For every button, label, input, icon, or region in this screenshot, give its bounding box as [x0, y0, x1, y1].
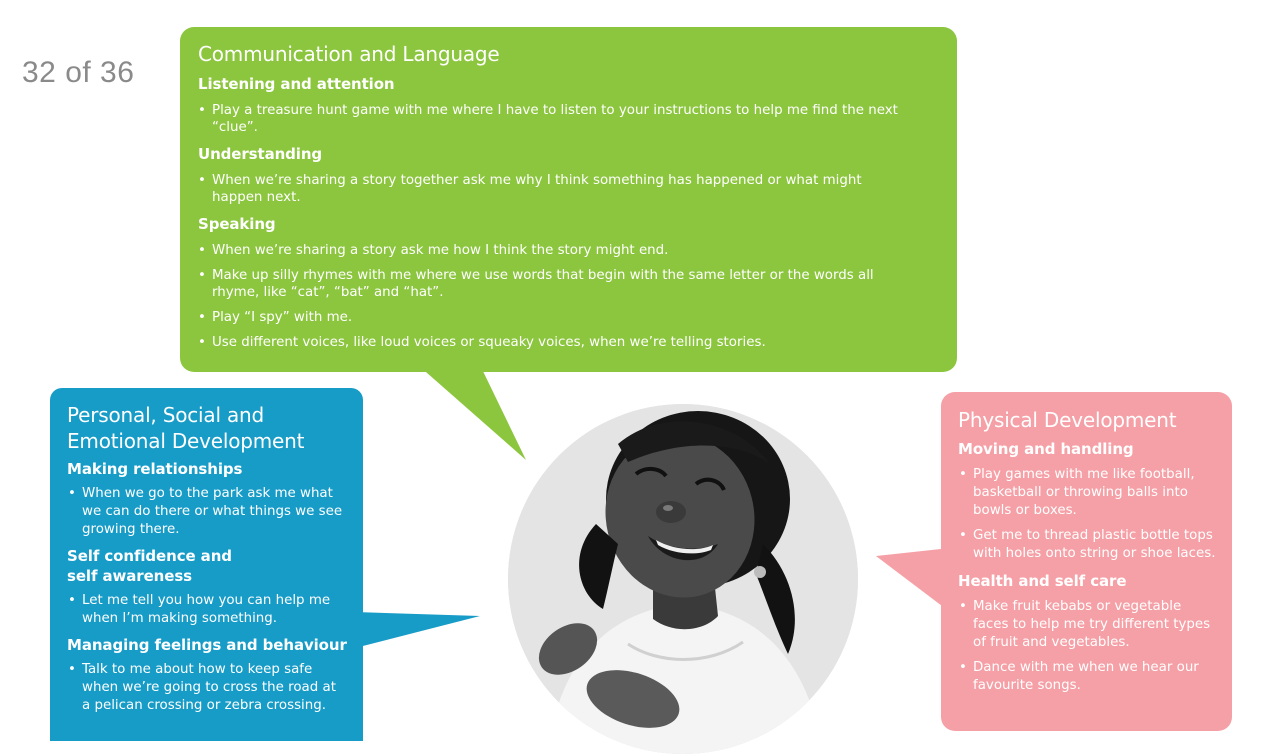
list-item: • Make up silly rhymes with me where we use words that begin with the same letter or the words all rhyme, like “cat”, “bat” and “hat”. — [212, 267, 939, 301]
feelings-list — [67, 661, 347, 715]
section-heading-relationships: Making relationships — [67, 460, 243, 478]
communication-language-panel — [180, 27, 957, 372]
list-item: • Dance with me when we hear our favourite songs. — [973, 659, 1216, 695]
list-item: • Talk to me about how to keep safe when we’re going to cross the road at a pelican crossing or zebra crossing. — [82, 661, 347, 715]
understanding-list — [198, 172, 939, 206]
list-item: • When we’re sharing a story ask me how I think the story might end. — [212, 242, 939, 259]
moving-list — [958, 466, 1216, 563]
physical-title: Physical Development — [958, 408, 1177, 432]
speaking-list — [198, 242, 939, 351]
list-item: • Use different voices, like loud voices or squeaky voices, when we’re telling stories. — [212, 334, 939, 351]
list-item: • Let me tell you how you can help me when I’m making something. — [82, 592, 347, 628]
listening-list — [198, 102, 939, 136]
self-confidence-list — [67, 592, 347, 628]
list-item: • Play games with me like football, basketball or throwing balls into bowls or boxes. — [973, 466, 1216, 520]
list-item: • Make fruit kebabs or vegetable faces to help me try different types of fruit and vegetables. — [973, 598, 1216, 652]
personal-title-line2: Emotional Development — [67, 429, 305, 453]
child-photo-illustration — [508, 404, 858, 754]
list-item: • When we go to the park ask me what we can do there or what things we see growing there. — [82, 485, 347, 539]
blue-bubble-tail — [355, 612, 480, 648]
list-item: • When we’re sharing a story together ask me why I think something has happened or what might happen next. — [212, 172, 939, 206]
green-bubble-tail — [418, 365, 526, 460]
personal-title — [67, 402, 347, 454]
page-counter: 32 of 36 — [22, 56, 135, 89]
communication-title: Communication and Language — [198, 42, 500, 66]
pink-bubble-tail — [876, 548, 950, 612]
list-item: • Play “I spy” with me. — [212, 309, 939, 326]
list-item: • Get me to thread plastic bottle tops with holes onto string or shoe laces. — [973, 527, 1216, 563]
health-list — [958, 598, 1216, 695]
section-heading-listening: Listening and attention — [198, 75, 395, 93]
personal-social-emotional-panel — [50, 388, 363, 741]
section-heading-speaking: Speaking — [198, 215, 276, 233]
relationships-list — [67, 485, 347, 539]
section-heading-health: Health and self care — [958, 572, 1127, 590]
section-heading-self-confidence: Self confidence and self awareness — [67, 547, 232, 585]
personal-title-line1: Personal, Social and — [67, 403, 265, 427]
child-photo — [508, 404, 858, 754]
section-heading-moving: Moving and handling — [958, 440, 1134, 458]
list-item: • Play a treasure hunt game with me where I have to listen to your instructions to help me find the next “clue”. — [212, 102, 939, 136]
section-heading-feelings: Managing feelings and behaviour — [67, 636, 347, 654]
physical-development-panel — [941, 392, 1232, 731]
section-heading-understanding: Understanding — [198, 145, 323, 163]
